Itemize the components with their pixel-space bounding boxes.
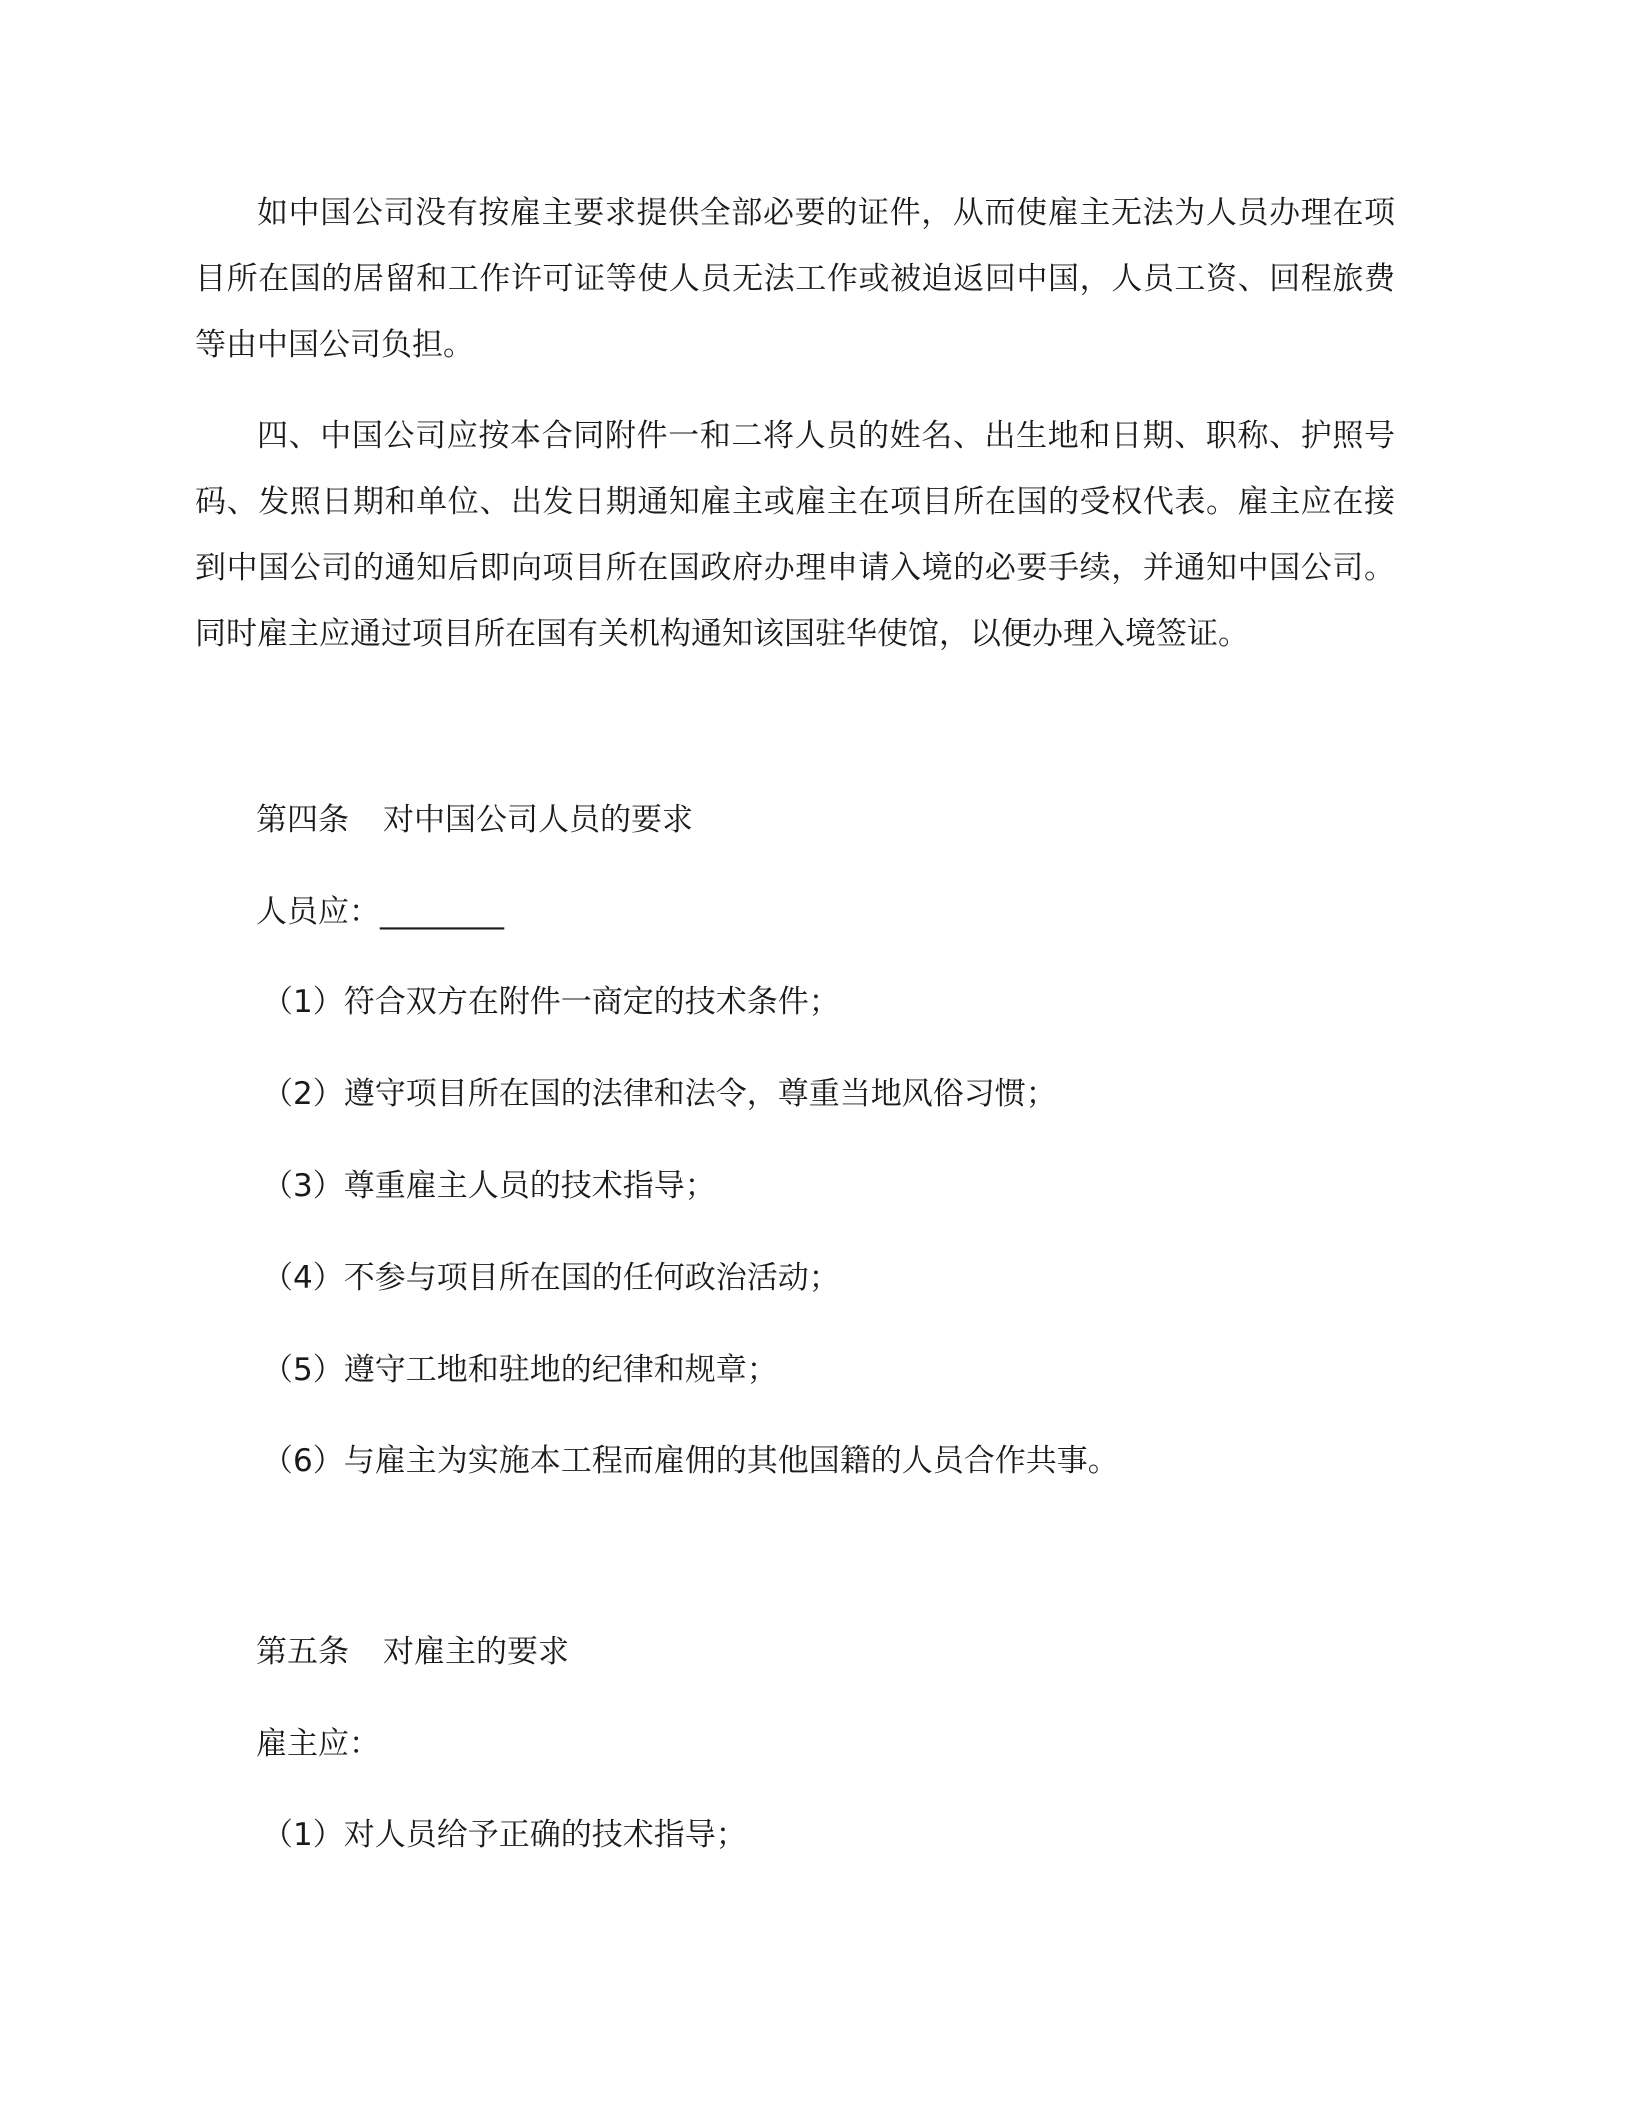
article-4-item: （6）与雇主为实施本工程而雇佣的其他国籍的人员合作共事。 [262,1443,1119,1479]
article-4-item: （3）尊重雇主人员的技术指导； [262,1168,716,1204]
paragraph-documents-liability: 如中国公司没有按雇主要求提供全部必要的证件，从而使雇主无法为人员办理在项目所在国的居留和工作许可证等使人员无法工作或被迫返回中国，人员工资、回程旅费等由中国公司负担。 [195,195,1395,363]
article-4-item: （2）遵守项目所在国的法律和法令，尊重当地风俗习惯； [262,1076,1057,1112]
article-4-item: （4）不参与项目所在国的任何政治活动； [262,1260,840,1296]
paragraph-notification-procedure: 四、中国公司应按本合同附件一和二将人员的姓名、出生地和日期、职称、护照号码、发照日期和单位、出发日期通知雇主或雇主在项目所在国的受权代表。雇主应在接到中国公司的通知后即向项目所在国政府办理申请入境的必要手续，并通知中国公司。同时雇主应通过项目所在国有关机构通知该国驻华使馆，以便办理入境签证。 [195,418,1395,652]
article-4-item: （1）符合双方在附件一商定的技术条件； [262,984,840,1020]
article-5-heading [256,1632,569,1672]
article-4-heading [256,800,693,840]
article-5-title: 对雇主的要求 [383,1634,569,1670]
article-4-intro: 人员应：________ [256,894,504,930]
article-5-intro: 雇主应： [256,1726,380,1762]
article-5-number: 第五条 [256,1634,349,1670]
article-5-item: （1）对人员给予正确的技术指导； [262,1817,747,1853]
article-4-item: （5）遵守工地和驻地的纪律和规章； [262,1352,778,1388]
article-4-number: 第四条 [256,802,349,838]
article-4-title: 对中国公司人员的要求 [383,802,693,838]
